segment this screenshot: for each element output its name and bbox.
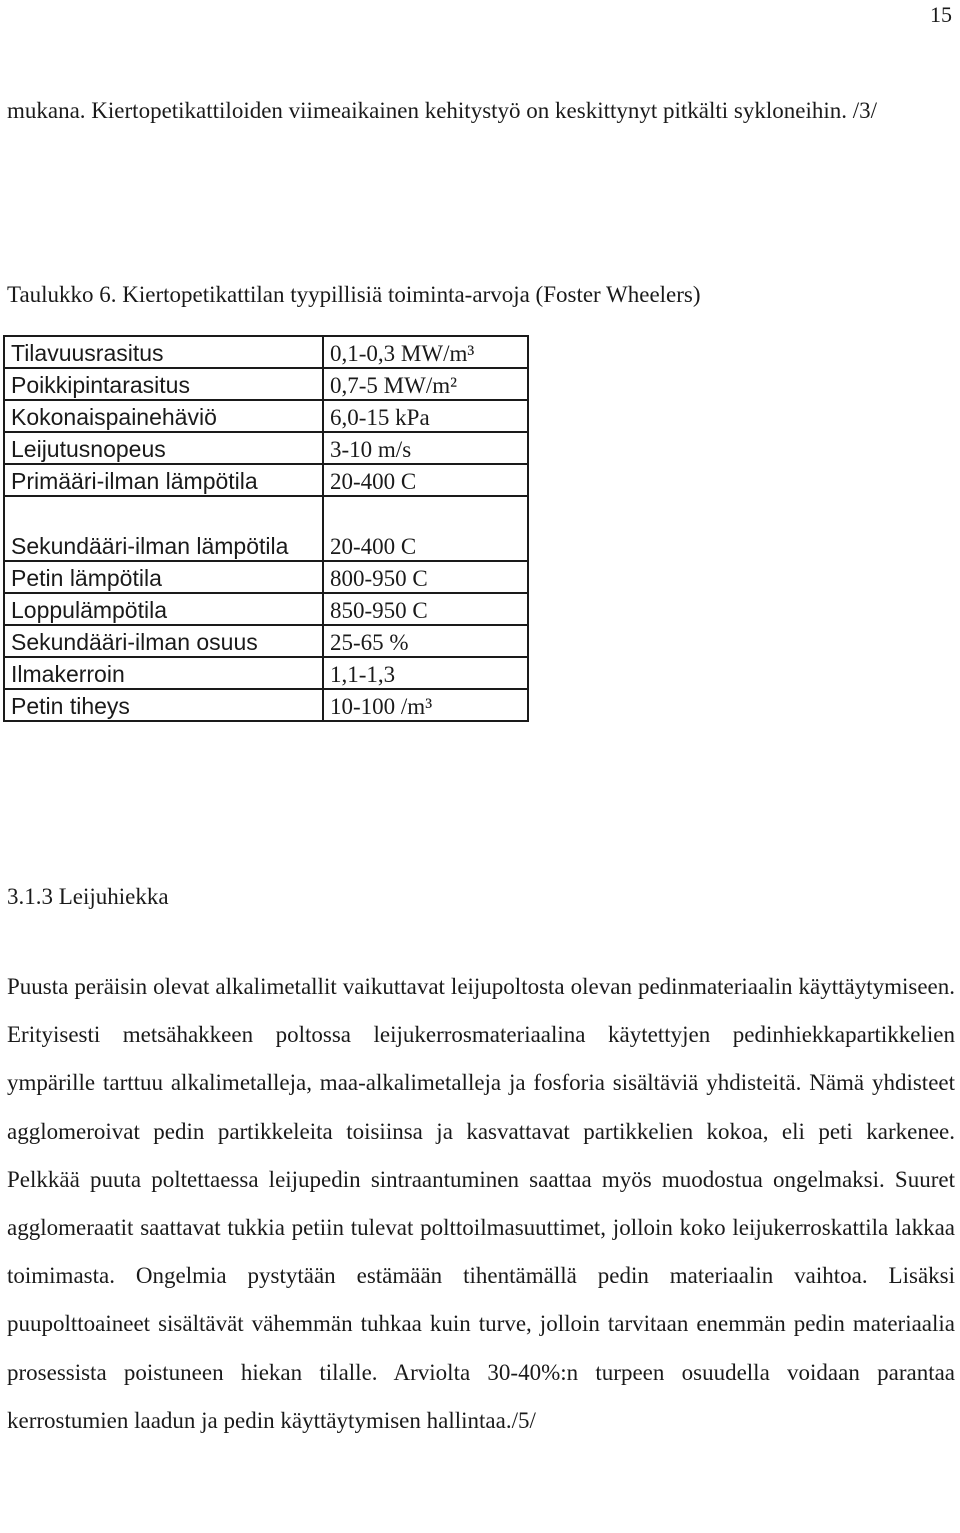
parameter-cell: Tilavuusrasitus xyxy=(4,336,323,368)
value-cell: 3-10 m/s xyxy=(323,432,528,464)
section-heading: 3.1.3 Leijuhiekka xyxy=(7,884,169,909)
parameter-cell: Primääri-ilman lämpötila xyxy=(4,464,323,496)
section-paragraph: Puusta peräisin olevat alkalimetallit vaikuttavat leijupoltosta olevan pedinmateriaalin käyttäytymiseen. Erityisesti metsähakkeen poltossa leijukerrosmateriaalina käytettyjen pedinhiekkapartikkelien ympärille tarttuu alkalimetalleja, maa-alkalimetalleja ja fosforia sisältäviä yhdisteitä. Nämä yhdisteet agglomeroivat pedin partikkeleita toisiinsa ja kasvattavat partikkelien kokoa, eli peti karkenee. Pelkkää puuta poltettaessa leijupedin sintraantuminen saattaa myös muodostua ongelmaksi. Suuret agglomeraatit saattavat tukkia petiin tulevat polttoilmasuuttimet, jolloin koko leijukerroskattila lakkaa toimimasta. Ongelmia pystytään estämään tihentämällä pedin materiaalin vaihtoa. Lisäksi puupolttoaineet sisältävät vähemmän tuhkaa kuin turve, jolloin tarvitaan enemmän pedin materiaalia prosessista poistuneen hiekan tilalle. Arviolta 30-40%:n turpeen osuudella voidaan parantaa kerrostumien laadun ja pedin käyttäytymisen hallintaa./5/ xyxy=(7,974,955,1433)
table-row xyxy=(4,336,528,368)
table-row xyxy=(4,561,528,593)
parameter-cell: Poikkipintarasitus xyxy=(4,368,323,400)
value-cell: 6,0-15 kPa xyxy=(323,400,528,432)
parameter-cell: Ilmakerroin xyxy=(4,657,323,689)
parameter-cell: Petin tiheys xyxy=(4,689,323,721)
parameter-cell: Kokonaispainehäviö xyxy=(4,400,323,432)
value-cell: 10-100 /m³ xyxy=(323,689,528,721)
parameter-cell: Petin lämpötila xyxy=(4,561,323,593)
value-cell: 850-950 C xyxy=(323,593,528,625)
table-row xyxy=(4,625,528,657)
table-row xyxy=(4,593,528,625)
value-cell: 20-400 C xyxy=(323,496,528,561)
table-row xyxy=(4,368,528,400)
table-caption: Taulukko 6. Kiertopetikattilan tyypillisiä toiminta-arvoja (Foster Wheelers) xyxy=(7,282,701,307)
intro-paragraph: mukana. Kiertopetikattiloiden viimeaikainen kehitystyö on keskittynyt pitkälti sykloneihin. /3/ xyxy=(7,98,878,123)
operating-values-table xyxy=(3,335,529,722)
value-cell: 0,1-0,3 MW/m³ xyxy=(323,336,528,368)
value-cell: 25-65 % xyxy=(323,625,528,657)
table-row xyxy=(4,432,528,464)
table-row xyxy=(4,657,528,689)
table-row xyxy=(4,400,528,432)
value-cell: 800-950 C xyxy=(323,561,528,593)
table-row xyxy=(4,464,528,496)
page-number: 15 xyxy=(930,2,952,27)
value-cell: 1,1-1,3 xyxy=(323,657,528,689)
parameter-cell: Sekundääri-ilman osuus xyxy=(4,625,323,657)
value-cell: 0,7-5 MW/m² xyxy=(323,368,528,400)
value-cell: 20-400 C xyxy=(323,464,528,496)
table-row xyxy=(4,496,528,561)
parameter-cell: Loppulämpötila xyxy=(4,593,323,625)
parameter-cell: Leijutusnopeus xyxy=(4,432,323,464)
table-row xyxy=(4,689,528,721)
parameter-cell: Sekundääri-ilman lämpötila xyxy=(4,496,323,561)
